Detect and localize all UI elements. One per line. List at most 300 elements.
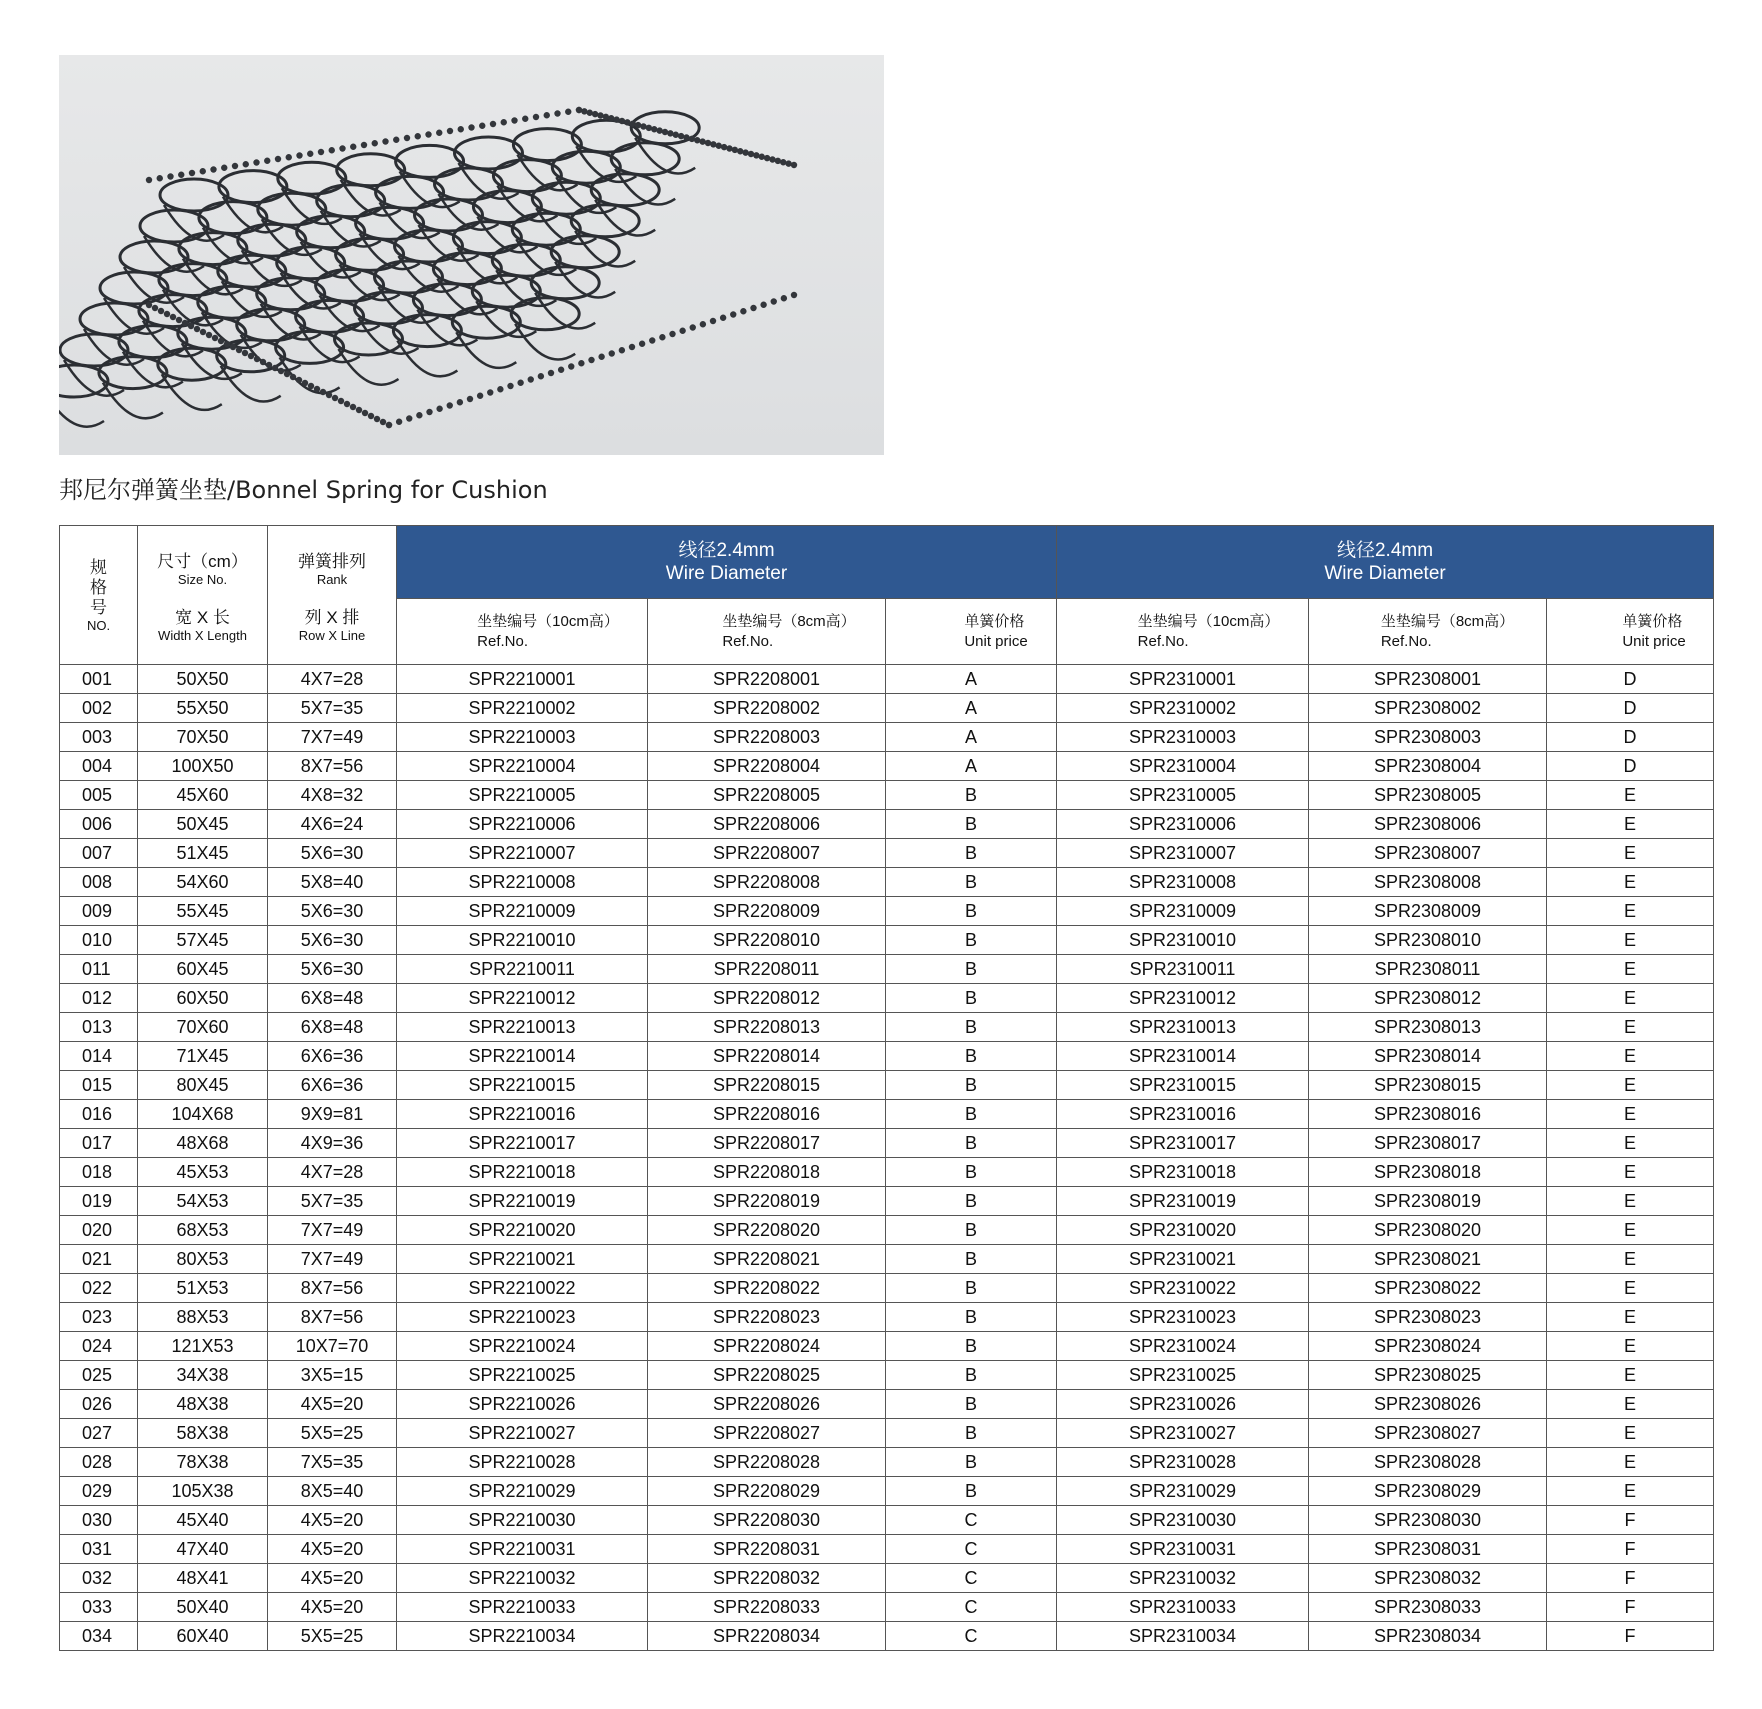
cell-ref10: SPR2210018 [397, 1158, 648, 1187]
cell-ref8: SPR2308014 [1309, 1042, 1547, 1071]
cell-size: 45X53 [138, 1158, 268, 1187]
cell-ref8: SPR2208015 [648, 1071, 886, 1100]
cell-no: 008 [60, 868, 138, 897]
cell-ref10: SPR2310012 [1057, 984, 1309, 1013]
cell-ref8: SPR2208034 [648, 1622, 886, 1651]
header-no [60, 526, 138, 665]
cell-ref8: SPR2308010 [1309, 926, 1547, 955]
group1-cn: 线径2.4mm [678, 540, 775, 561]
cell-price: C [886, 1564, 1057, 1593]
cell-ref8: SPR2308028 [1309, 1448, 1547, 1477]
cell-ref10: SPR2310025 [1057, 1361, 1309, 1390]
cell-price: E [1547, 1390, 1714, 1419]
cell-ref10: SPR2310019 [1057, 1187, 1309, 1216]
cell-ref8: SPR2208012 [648, 984, 886, 1013]
cell-no: 001 [60, 665, 138, 694]
cell-price: B [886, 984, 1057, 1013]
cell-ref8: SPR2308023 [1309, 1303, 1547, 1332]
cell-ref8: SPR2308025 [1309, 1361, 1547, 1390]
cell-no: 004 [60, 752, 138, 781]
cell-rank: 8X7=56 [268, 1274, 397, 1303]
cell-price: E [1547, 1303, 1714, 1332]
cell-size: 47X40 [138, 1535, 268, 1564]
cell-ref8: SPR2208003 [648, 723, 886, 752]
cell-size: 54X53 [138, 1187, 268, 1216]
cell-price: E [1547, 926, 1714, 955]
cell-price: B [886, 1332, 1057, 1361]
cell-ref8: SPR2308031 [1309, 1535, 1547, 1564]
cell-no: 024 [60, 1332, 138, 1361]
cell-rank: 10X7=70 [268, 1332, 397, 1361]
cell-size: 78X38 [138, 1448, 268, 1477]
cell-size: 48X38 [138, 1390, 268, 1419]
cell-price: B [886, 1303, 1057, 1332]
cell-size: 55X45 [138, 897, 268, 926]
table-row [60, 926, 1714, 955]
cell-price: B [886, 1361, 1057, 1390]
cell-rank: 8X7=56 [268, 1303, 397, 1332]
table-row [60, 1535, 1714, 1564]
group2-en: Wire Diameter [1324, 563, 1446, 584]
cell-rank: 5X6=30 [268, 897, 397, 926]
cell-no: 023 [60, 1303, 138, 1332]
cell-ref8: SPR2208025 [648, 1361, 886, 1390]
table-row [60, 1332, 1714, 1361]
cell-rank: 7X5=35 [268, 1448, 397, 1477]
cell-no: 030 [60, 1506, 138, 1535]
cell-ref10: SPR2310017 [1057, 1129, 1309, 1158]
header-price [886, 599, 1057, 665]
table-row [60, 752, 1714, 781]
cell-size: 100X50 [138, 752, 268, 781]
cell-no: 032 [60, 1564, 138, 1593]
cell-ref8: SPR2308016 [1309, 1100, 1547, 1129]
cell-ref8: SPR2308012 [1309, 984, 1547, 1013]
table-row [60, 1477, 1714, 1506]
cell-price: B [886, 1187, 1057, 1216]
cell-ref10: SPR2310021 [1057, 1245, 1309, 1274]
cell-price: B [886, 897, 1057, 926]
cell-no: 002 [60, 694, 138, 723]
ref10-en: Ref.No. [1137, 632, 1189, 650]
cell-ref10: SPR2210034 [397, 1622, 648, 1651]
cell-rank: 6X8=48 [268, 984, 397, 1013]
cell-no: 011 [60, 955, 138, 984]
cell-no: 003 [60, 723, 138, 752]
cell-price: E [1547, 1129, 1714, 1158]
cell-ref10: SPR2310028 [1057, 1448, 1309, 1477]
cell-price: E [1547, 1274, 1714, 1303]
cell-ref10: SPR2310002 [1057, 694, 1309, 723]
cell-size: 70X60 [138, 1013, 268, 1042]
cell-ref8: SPR2208010 [648, 926, 886, 955]
cell-size: 105X38 [138, 1477, 268, 1506]
cell-ref10: SPR2210028 [397, 1448, 648, 1477]
cell-no: 028 [60, 1448, 138, 1477]
cell-ref10: SPR2210024 [397, 1332, 648, 1361]
ref10-cn: 坐垫编号（10cm高） [477, 612, 619, 630]
cell-ref8: SPR2308002 [1309, 694, 1547, 723]
cell-rank: 4X5=20 [268, 1390, 397, 1419]
cell-ref10: SPR2210026 [397, 1390, 648, 1419]
cell-ref8: SPR2208017 [648, 1129, 886, 1158]
cell-size: 48X41 [138, 1564, 268, 1593]
cell-ref8: SPR2208031 [648, 1535, 886, 1564]
price-en: Unit price [964, 632, 1028, 650]
header-price [1547, 599, 1714, 665]
table-row [60, 1622, 1714, 1651]
cell-ref10: SPR2310029 [1057, 1477, 1309, 1506]
group2-cn: 线径2.4mm [1336, 540, 1434, 561]
cell-size: 34X38 [138, 1361, 268, 1390]
cell-price: C [886, 1593, 1057, 1622]
cell-size: 104X68 [138, 1100, 268, 1129]
cell-no: 017 [60, 1129, 138, 1158]
table-row [60, 810, 1714, 839]
cell-price: D [1547, 694, 1714, 723]
cell-ref8: SPR2208009 [648, 897, 886, 926]
cell-no: 033 [60, 1593, 138, 1622]
cell-ref10: SPR2310034 [1057, 1622, 1309, 1651]
ref8-en: Ref.No. [1380, 632, 1432, 650]
header-rank-sub-en: Row X Line [298, 628, 366, 643]
table-row [60, 1013, 1714, 1042]
spring-unit-icon [59, 55, 884, 455]
cell-ref8: SPR2308005 [1309, 781, 1547, 810]
cell-ref10: SPR2210020 [397, 1216, 648, 1245]
ref10-en: Ref.No. [477, 632, 529, 650]
page-title: 邦尼尔弹簧坐垫/Bonnel Spring for Cushion [59, 476, 548, 504]
cell-ref10: SPR2310023 [1057, 1303, 1309, 1332]
cell-price: E [1547, 1042, 1714, 1071]
cell-ref10: SPR2210022 [397, 1274, 648, 1303]
cell-rank: 6X6=36 [268, 1042, 397, 1071]
cell-rank: 4X6=24 [268, 810, 397, 839]
cell-rank: 5X6=30 [268, 955, 397, 984]
cell-size: 121X53 [138, 1332, 268, 1361]
cell-size: 88X53 [138, 1303, 268, 1332]
cell-no: 010 [60, 926, 138, 955]
cell-no: 019 [60, 1187, 138, 1216]
cell-ref10: SPR2210008 [397, 868, 648, 897]
header-size-cn: 尺寸（cm） [157, 552, 248, 571]
cell-rank: 8X7=56 [268, 752, 397, 781]
cell-ref8: SPR2208020 [648, 1216, 886, 1245]
cell-size: 71X45 [138, 1042, 268, 1071]
table-row [60, 1361, 1714, 1390]
cell-no: 025 [60, 1361, 138, 1390]
cell-size: 45X40 [138, 1506, 268, 1535]
cell-ref10: SPR2310010 [1057, 926, 1309, 955]
table-row [60, 1303, 1714, 1332]
cell-price: B [886, 810, 1057, 839]
group-header-1 [397, 526, 1057, 599]
cell-rank: 5X6=30 [268, 926, 397, 955]
header-ref8 [648, 599, 886, 665]
cell-price: E [1547, 1013, 1714, 1042]
cell-size: 55X50 [138, 694, 268, 723]
cell-ref10: SPR2310001 [1057, 665, 1309, 694]
cell-price: B [886, 1071, 1057, 1100]
cell-price: F [1547, 1506, 1714, 1535]
cell-ref8: SPR2308008 [1309, 868, 1547, 897]
cell-rank: 5X5=25 [268, 1419, 397, 1448]
table-row [60, 1100, 1714, 1129]
cell-ref10: SPR2210011 [397, 955, 648, 984]
table-row [60, 694, 1714, 723]
cell-rank: 7X7=49 [268, 723, 397, 752]
cell-price: A [886, 723, 1057, 752]
cell-ref10: SPR2210017 [397, 1129, 648, 1158]
cell-ref10: SPR2310003 [1057, 723, 1309, 752]
table-row [60, 1274, 1714, 1303]
cell-ref8: SPR2308024 [1309, 1332, 1547, 1361]
cell-ref10: SPR2210033 [397, 1593, 648, 1622]
cell-price: E [1547, 810, 1714, 839]
cell-ref8: SPR2308004 [1309, 752, 1547, 781]
cell-ref8: SPR2208024 [648, 1332, 886, 1361]
cell-price: B [886, 1245, 1057, 1274]
cell-no: 014 [60, 1042, 138, 1071]
cell-no: 006 [60, 810, 138, 839]
cell-ref10: SPR2210013 [397, 1013, 648, 1042]
cell-rank: 4X7=28 [268, 665, 397, 694]
table-row [60, 781, 1714, 810]
cell-rank: 8X5=40 [268, 1477, 397, 1506]
cell-price: B [886, 955, 1057, 984]
price-cn: 单簧价格 [1622, 612, 1683, 630]
cell-ref8: SPR2308020 [1309, 1216, 1547, 1245]
cell-ref8: SPR2308022 [1309, 1274, 1547, 1303]
table-row [60, 1071, 1714, 1100]
cell-ref8: SPR2208021 [648, 1245, 886, 1274]
cell-ref8: SPR2208023 [648, 1303, 886, 1332]
header-no-char: 规 [90, 557, 107, 577]
cell-ref10: SPR2310024 [1057, 1332, 1309, 1361]
cell-price: A [886, 665, 1057, 694]
cell-ref10: SPR2210010 [397, 926, 648, 955]
table-row [60, 839, 1714, 868]
cell-size: 80X45 [138, 1071, 268, 1100]
cell-ref8: SPR2308018 [1309, 1158, 1547, 1187]
cell-price: F [1547, 1622, 1714, 1651]
cell-ref10: SPR2210025 [397, 1361, 648, 1390]
cell-price: E [1547, 1158, 1714, 1187]
table-row [60, 1564, 1714, 1593]
cell-ref10: SPR2210030 [397, 1506, 648, 1535]
cell-price: B [886, 926, 1057, 955]
cell-ref10: SPR2310026 [1057, 1390, 1309, 1419]
cell-ref10: SPR2210021 [397, 1245, 648, 1274]
table-row [60, 665, 1714, 694]
header-rank-sub-cn: 列 X 排 [304, 608, 360, 627]
cell-no: 007 [60, 839, 138, 868]
cell-rank: 5X5=25 [268, 1622, 397, 1651]
cell-ref8: SPR2208026 [648, 1390, 886, 1419]
cell-price: F [1547, 1564, 1714, 1593]
cell-ref10: SPR2210031 [397, 1535, 648, 1564]
cell-price: C [886, 1506, 1057, 1535]
cell-price: F [1547, 1593, 1714, 1622]
cell-ref10: SPR2310008 [1057, 868, 1309, 897]
cell-no: 009 [60, 897, 138, 926]
cell-ref8: SPR2308001 [1309, 665, 1547, 694]
cell-ref10: SPR2310009 [1057, 897, 1309, 926]
cell-rank: 5X6=30 [268, 839, 397, 868]
header-no-char: 格 [90, 577, 107, 597]
cell-rank: 5X8=40 [268, 868, 397, 897]
header-rank-en: Rank [316, 572, 348, 587]
cell-ref10: SPR2310018 [1057, 1158, 1309, 1187]
cell-no: 016 [60, 1100, 138, 1129]
cell-ref10: SPR2310004 [1057, 752, 1309, 781]
cell-no: 020 [60, 1216, 138, 1245]
cell-ref8: SPR2308027 [1309, 1419, 1547, 1448]
cell-rank: 6X8=48 [268, 1013, 397, 1042]
cell-ref10: SPR2310016 [1057, 1100, 1309, 1129]
cell-ref8: SPR2208032 [648, 1564, 886, 1593]
cell-price: E [1547, 868, 1714, 897]
cell-no: 034 [60, 1622, 138, 1651]
cell-size: 60X40 [138, 1622, 268, 1651]
cell-size: 70X50 [138, 723, 268, 752]
cell-ref8: SPR2208028 [648, 1448, 886, 1477]
cell-ref10: SPR2310015 [1057, 1071, 1309, 1100]
cell-ref8: SPR2308029 [1309, 1477, 1547, 1506]
cell-ref8: SPR2308033 [1309, 1593, 1547, 1622]
cell-size: 51X53 [138, 1274, 268, 1303]
cell-ref8: SPR2308011 [1309, 955, 1547, 984]
cell-ref10: SPR2310030 [1057, 1506, 1309, 1535]
cell-price: A [886, 694, 1057, 723]
cell-rank: 3X5=15 [268, 1361, 397, 1390]
cell-price: E [1547, 1361, 1714, 1390]
table-row [60, 1129, 1714, 1158]
cell-price: E [1547, 1071, 1714, 1100]
cell-ref10: SPR2310013 [1057, 1013, 1309, 1042]
cell-ref8: SPR2208027 [648, 1419, 886, 1448]
cell-no: 013 [60, 1013, 138, 1042]
cell-ref10: SPR2210006 [397, 810, 648, 839]
header-no-char: 号 [90, 597, 107, 617]
cell-size: 58X38 [138, 1419, 268, 1448]
cell-ref8: SPR2308007 [1309, 839, 1547, 868]
cell-ref8: SPR2208018 [648, 1158, 886, 1187]
cell-rank: 4X5=20 [268, 1535, 397, 1564]
cell-price: D [1547, 665, 1714, 694]
cell-price: B [886, 839, 1057, 868]
cell-ref8: SPR2208004 [648, 752, 886, 781]
cell-ref8: SPR2308015 [1309, 1071, 1547, 1100]
cell-price: E [1547, 1100, 1714, 1129]
cell-ref10: SPR2210029 [397, 1477, 648, 1506]
cell-ref10: SPR2210023 [397, 1303, 648, 1332]
cell-price: E [1547, 781, 1714, 810]
cell-ref8: SPR2208011 [648, 955, 886, 984]
cell-price: C [886, 1535, 1057, 1564]
table-row [60, 1390, 1714, 1419]
cell-ref10: SPR2210005 [397, 781, 648, 810]
bonnel-spring-image [59, 55, 884, 455]
cell-size: 57X45 [138, 926, 268, 955]
ref8-cn: 坐垫编号（8cm高） [1380, 612, 1515, 630]
table-row [60, 1245, 1714, 1274]
cell-ref10: SPR2310011 [1057, 955, 1309, 984]
cell-ref8: SPR2308009 [1309, 897, 1547, 926]
cell-ref8: SPR2208019 [648, 1187, 886, 1216]
header-rank [268, 526, 397, 665]
table-row [60, 1506, 1714, 1535]
cell-ref8: SPR2208016 [648, 1100, 886, 1129]
cell-ref8: SPR2308006 [1309, 810, 1547, 839]
cell-price: B [886, 781, 1057, 810]
spec-table [59, 525, 1714, 1651]
cell-ref10: SPR2210016 [397, 1100, 648, 1129]
cell-ref8: SPR2208007 [648, 839, 886, 868]
cell-ref8: SPR2208029 [648, 1477, 886, 1506]
cell-rank: 7X7=49 [268, 1245, 397, 1274]
header-ref10 [1057, 599, 1309, 665]
cell-price: E [1547, 1187, 1714, 1216]
cell-ref8: SPR2208001 [648, 665, 886, 694]
cell-ref10: SPR2210004 [397, 752, 648, 781]
cell-size: 60X50 [138, 984, 268, 1013]
cell-rank: 4X5=20 [268, 1506, 397, 1535]
cell-ref8: SPR2208014 [648, 1042, 886, 1071]
cell-ref10: SPR2210012 [397, 984, 648, 1013]
cell-no: 027 [60, 1419, 138, 1448]
cell-ref10: SPR2310006 [1057, 810, 1309, 839]
cell-ref10: SPR2210032 [397, 1564, 648, 1593]
ref10-cn: 坐垫编号（10cm高） [1137, 612, 1280, 630]
cell-ref8: SPR2308013 [1309, 1013, 1547, 1042]
cell-ref8: SPR2308019 [1309, 1187, 1547, 1216]
table-row [60, 1216, 1714, 1245]
cell-ref8: SPR2208002 [648, 694, 886, 723]
cell-price: E [1547, 955, 1714, 984]
header-no-en: NO. [86, 617, 111, 633]
group1-en: Wire Diameter [665, 563, 788, 584]
cell-no: 029 [60, 1477, 138, 1506]
cell-no: 031 [60, 1535, 138, 1564]
cell-price: B [886, 868, 1057, 897]
cell-rank: 4X7=28 [268, 1158, 397, 1187]
header-ref8 [1309, 599, 1547, 665]
cell-no: 022 [60, 1274, 138, 1303]
cell-price: B [886, 1390, 1057, 1419]
cell-ref10: SPR2210001 [397, 665, 648, 694]
cell-price: B [886, 1100, 1057, 1129]
cell-ref10: SPR2210014 [397, 1042, 648, 1071]
cell-price: E [1547, 1419, 1714, 1448]
cell-price: B [886, 1477, 1057, 1506]
cell-rank: 4X5=20 [268, 1593, 397, 1622]
cell-price: E [1547, 1477, 1714, 1506]
cell-ref10: SPR2210003 [397, 723, 648, 752]
cell-price: D [1547, 723, 1714, 752]
cell-rank: 4X9=36 [268, 1129, 397, 1158]
cell-ref8: SPR2208030 [648, 1506, 886, 1535]
group-header-2 [1057, 526, 1714, 599]
cell-rank: 7X7=49 [268, 1216, 397, 1245]
cell-ref8: SPR2308017 [1309, 1129, 1547, 1158]
cell-ref8: SPR2208022 [648, 1274, 886, 1303]
cell-ref8: SPR2208013 [648, 1013, 886, 1042]
cell-price: A [886, 752, 1057, 781]
cell-no: 021 [60, 1245, 138, 1274]
cell-rank: 6X6=36 [268, 1071, 397, 1100]
cell-ref10: SPR2310014 [1057, 1042, 1309, 1071]
